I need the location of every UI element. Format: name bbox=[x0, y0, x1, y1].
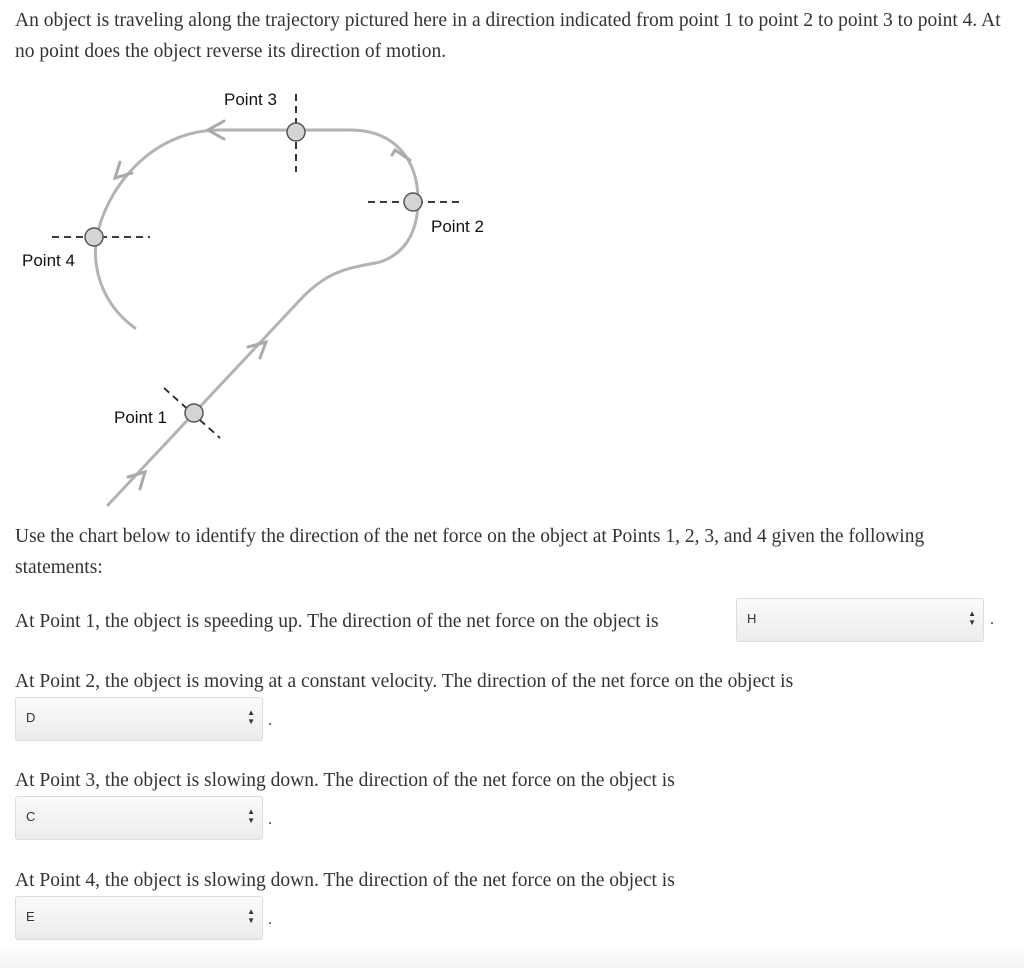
instruction-text: Use the chart below to identify the direction of the net force on the object at Points 1, 2, 3, and 4 given the following statements: bbox=[15, 526, 925, 578]
up-down-arrows-icon: ▲ ▼ bbox=[968, 609, 976, 627]
trajectory-path bbox=[95, 130, 418, 505]
sentence-period: . bbox=[990, 611, 994, 628]
point-1-direction-select[interactable] bbox=[736, 598, 984, 642]
sentence-period: . bbox=[268, 811, 272, 828]
trajectory-diagram bbox=[0, 80, 560, 510]
direction-arrow bbox=[248, 342, 266, 358]
sentence-period: . bbox=[268, 911, 272, 928]
question-4-text: At Point 4, the object is slowing down. The direction of the net force on the object is bbox=[15, 870, 675, 891]
question-3-text: At Point 3, the object is slowing down. The direction of the net force on the object is bbox=[15, 770, 675, 791]
select-value: C bbox=[26, 809, 36, 824]
sentence-period: . bbox=[268, 712, 272, 729]
page-bottom-edge bbox=[0, 944, 1024, 968]
select-value: D bbox=[26, 710, 36, 725]
question-1-text: At Point 1, the object is speeding up. The direction of the net force on the object is bbox=[15, 611, 659, 632]
up-down-arrows-icon: ▲ ▼ bbox=[247, 708, 255, 726]
up-down-arrows-icon: ▲ ▼ bbox=[247, 807, 255, 825]
point-4-marker bbox=[85, 228, 103, 246]
point-2-marker bbox=[404, 193, 422, 211]
point-3-marker bbox=[287, 123, 305, 141]
point-1-marker bbox=[185, 404, 203, 422]
point-2-label: Point 2 bbox=[431, 217, 484, 236]
point-3-label: Point 3 bbox=[224, 90, 277, 109]
question-2-text: At Point 2, the object is moving at a constant velocity. The direction of the net force on the object is bbox=[15, 671, 794, 692]
point-3-direction-select[interactable] bbox=[15, 796, 263, 840]
direction-arrow bbox=[115, 162, 132, 178]
up-down-arrows-icon: ▲ ▼ bbox=[247, 907, 255, 925]
point-2-direction-select[interactable] bbox=[15, 697, 263, 741]
point-4-label: Point 4 bbox=[22, 251, 75, 270]
intro-text: An object is traveling along the trajectory pictured here in a direction indicated from point 1 to point 2 to point 3 to point 4. At no point does the object reverse its direction of motion. bbox=[15, 10, 1001, 62]
point-4-direction-select[interactable] bbox=[15, 896, 263, 940]
select-value: H bbox=[747, 611, 757, 626]
select-value: E bbox=[26, 909, 35, 924]
point-1-label: Point 1 bbox=[114, 408, 167, 427]
